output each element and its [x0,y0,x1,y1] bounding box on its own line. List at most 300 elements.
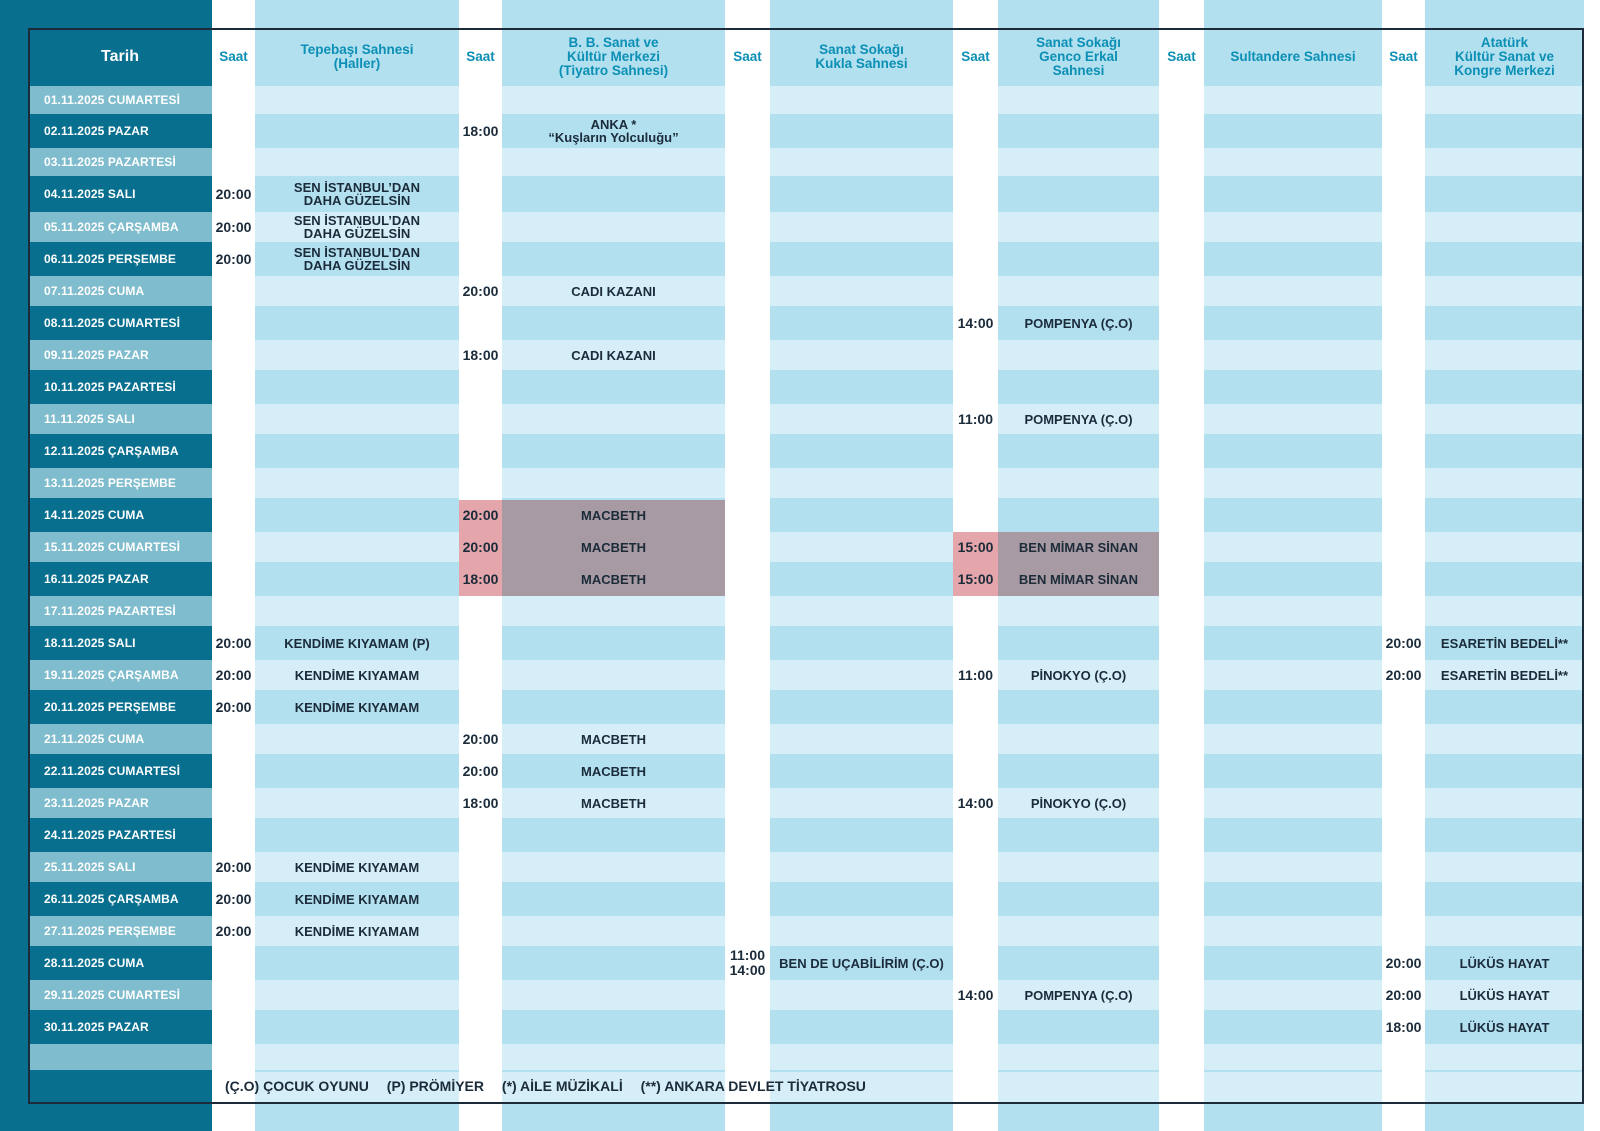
row-band [1204,884,1382,914]
row-band [1425,564,1584,594]
event-title-line: LÜKÜS HAYAT [1459,987,1550,1003]
event-time-line: 14:00 [957,986,994,1003]
row-band [255,724,459,754]
event-time-line: 20:00 [1385,666,1422,683]
row-band [1204,916,1382,946]
event-time [212,884,255,914]
row-band [502,660,725,690]
header-venue [502,28,725,86]
row-band [998,436,1159,466]
event-title [502,276,725,306]
event-title [255,212,459,242]
event-time-line: 18:00 [462,794,499,811]
event-title-line: PİNOKYO (Ç.O) [1030,667,1127,683]
event-title-line: “Kuşların Yolculuğu” [548,130,679,145]
event-time [1382,660,1425,690]
row-band [1425,1044,1584,1070]
row-band [502,1044,725,1070]
event-title [998,532,1159,562]
event-title-line: MACBETH [581,795,646,811]
row-band [255,86,459,114]
row-band [998,178,1159,210]
row-band [1425,116,1584,146]
event-time [459,276,502,306]
event-title [770,948,953,978]
event-time [953,788,998,818]
header-saat: Saat [219,49,248,64]
row-band [998,1044,1159,1070]
event-title [255,178,459,210]
row-band [1204,788,1382,818]
date-cell: 23.11.2025 PAZAR [28,788,212,818]
event-time-line: 14:00 [957,314,994,331]
event-title [1425,628,1584,658]
event-time [1382,948,1425,978]
row-band [770,852,953,882]
row-band [1204,276,1382,306]
row-band [502,244,725,274]
row-band [770,178,953,210]
legend [225,1078,880,1094]
date-cell: 17.11.2025 PAZARTESİ [28,596,212,626]
row-band [998,244,1159,274]
row-band [998,884,1159,914]
date-cell: 08.11.2025 CUMARTESİ [28,308,212,338]
row-band [255,948,459,978]
event-time [953,532,998,562]
row-band [255,468,459,498]
event-title-line: DAHA GÜZELSİN [303,258,411,273]
row-band [1425,372,1584,402]
row-band [502,308,725,338]
row-band [1204,724,1382,754]
row-band [1425,276,1584,306]
legend-item-state-theatre: (**) ANKARA DEVLET TİYATROSU [640,1078,866,1094]
event-time-line: 20:00 [215,922,252,939]
header-venue [255,28,459,86]
row-band [1204,532,1382,562]
date-cell: 10.11.2025 PAZARTESİ [28,372,212,402]
row-band [1204,660,1382,690]
event-title [1425,948,1584,978]
event-title [502,116,725,146]
row-band [1204,628,1382,658]
event-time-line: 18:00 [462,122,499,139]
event-title-line: POMPENYA (Ç.O) [1024,411,1133,427]
event-title-line: ANKA * [590,117,637,132]
event-time [725,948,770,978]
row-band [1204,596,1382,626]
event-title-line: SEN İSTANBUL’DAN [293,180,421,195]
legend-row-band [1204,1072,1382,1104]
date-cell-legend [28,1072,212,1104]
event-time-line: 20:00 [215,858,252,875]
event-time [212,916,255,946]
row-band [1204,852,1382,882]
event-title [998,404,1159,434]
row-band [255,116,459,146]
event-title-line: MACBETH [581,539,646,555]
date-cell-empty [28,1044,212,1070]
date-cell: 01.11.2025 CUMARTESİ [28,86,212,114]
header-venue [1425,28,1584,86]
row-band [1204,178,1382,210]
row-band [1204,372,1382,402]
row-band [1425,86,1584,114]
event-title-line: LÜKÜS HAYAT [1459,1019,1550,1035]
event-time-line: 20:00 [215,634,252,651]
row-band [998,468,1159,498]
row-band [255,532,459,562]
date-cell: 21.11.2025 CUMA [28,724,212,754]
row-band [1425,308,1584,338]
event-time-line: 11:00 [729,947,766,963]
row-band [998,692,1159,722]
row-band [1204,148,1382,176]
header-venue-line: (Tiyatro Sahnesi) [558,63,669,78]
row-band [502,178,725,210]
row-band [770,372,953,402]
event-time-line: 20:00 [1385,954,1422,971]
event-time-line: 20:00 [462,730,499,747]
event-time-line: 15:00 [957,538,994,555]
event-time [459,340,502,370]
event-time [1382,628,1425,658]
date-cell: 26.11.2025 ÇARŞAMBA [28,884,212,914]
event-time-line: 20:00 [215,666,252,683]
event-title-line: MACBETH [581,763,646,779]
event-title [502,532,725,562]
date-cell: 07.11.2025 CUMA [28,276,212,306]
event-time [212,692,255,722]
event-time [459,116,502,146]
row-band [998,372,1159,402]
event-time [1382,980,1425,1010]
row-band [1425,884,1584,914]
row-band [770,916,953,946]
event-time [212,660,255,690]
event-title [255,884,459,914]
header-venue-line: Kukla Sahnesi [815,56,908,71]
date-cell: 12.11.2025 ÇARŞAMBA [28,436,212,466]
row-band [255,564,459,594]
event-time [212,212,255,242]
row-band [1425,178,1584,210]
row-band [770,596,953,626]
header-venue-line: Kültür Merkezi [566,49,661,64]
row-band [502,948,725,978]
row-band [1204,756,1382,786]
event-title-line: DAHA GÜZELSİN [303,193,411,208]
event-time-line: 20:00 [215,218,252,235]
row-band [1425,212,1584,242]
row-band [1204,692,1382,722]
event-title-line: POMPENYA (Ç.O) [1024,315,1133,331]
row-band [998,1012,1159,1042]
row-band [502,212,725,242]
row-band [255,404,459,434]
row-band [770,500,953,530]
date-cell: 27.11.2025 PERŞEMBE [28,916,212,946]
date-cell: 29.11.2025 CUMARTESİ [28,980,212,1010]
row-band [998,276,1159,306]
event-time-line: 18:00 [462,346,499,363]
event-title-line: POMPENYA (Ç.O) [1024,987,1133,1003]
date-cell: 30.11.2025 PAZAR [28,1012,212,1042]
row-band [255,308,459,338]
event-title [1425,980,1584,1010]
row-band [255,372,459,402]
row-band [255,756,459,786]
row-band [255,980,459,1010]
event-time [212,628,255,658]
event-time-line: 18:00 [462,570,499,587]
row-band [770,308,953,338]
row-band [502,1012,725,1042]
row-band [998,756,1159,786]
event-title-line: BEN MİMAR SİNAN [1018,539,1139,555]
row-band [998,596,1159,626]
row-band [998,500,1159,530]
event-title-line: MACBETH [581,507,646,523]
header-venue-line: Genco Erkal [1039,49,1118,64]
event-time [459,788,502,818]
date-cell: 25.11.2025 SALI [28,852,212,882]
row-band [770,212,953,242]
event-title-line: SEN İSTANBUL’DAN [293,245,421,260]
event-title [255,628,459,658]
event-time-line: 20:00 [1385,986,1422,1003]
date-cell: 06.11.2025 PERŞEMBE [28,244,212,274]
row-band [1204,308,1382,338]
row-band [770,148,953,176]
event-title-line: BEN MİMAR SİNAN [1018,571,1139,587]
date-cell: 13.11.2025 PERŞEMBE [28,468,212,498]
row-band [770,628,953,658]
date-cell: 09.11.2025 PAZAR [28,340,212,370]
event-time-line: 20:00 [462,506,499,523]
date-cell: 24.11.2025 PAZARTESİ [28,820,212,850]
event-time [212,244,255,274]
event-title [255,244,459,274]
row-band [770,340,953,370]
event-title-line: KENDİME KIYAMAM [294,667,420,683]
row-band [255,436,459,466]
row-band [770,116,953,146]
event-title [502,724,725,754]
row-band [770,980,953,1010]
row-band [502,468,725,498]
event-time [1382,1012,1425,1042]
row-band [255,1044,459,1070]
event-time [459,724,502,754]
row-band [1425,532,1584,562]
header-venue-line: Sanat Sokağı [1036,35,1121,50]
event-title [502,500,725,530]
date-cell: 28.11.2025 CUMA [28,948,212,978]
row-band [1425,468,1584,498]
header-saat: Saat [1167,49,1196,64]
event-time [953,308,998,338]
row-band [998,820,1159,850]
header-venue [998,28,1159,86]
row-band [1425,596,1584,626]
legend-row-band [1425,1072,1584,1104]
row-band [502,916,725,946]
event-title-line: KENDİME KIYAMAM [294,859,420,875]
date-cell: 05.11.2025 ÇARŞAMBA [28,212,212,242]
row-band [502,86,725,114]
row-band [770,532,953,562]
legend-row-band [998,1072,1159,1104]
date-cell: 14.11.2025 CUMA [28,500,212,530]
row-band [1425,756,1584,786]
row-band [1204,500,1382,530]
header-saat: Saat [466,49,495,64]
event-title-line: LÜKÜS HAYAT [1459,955,1550,971]
event-title-line: BEN DE UÇABİLİRİM (Ç.O) [779,955,944,971]
event-time-line: 14:00 [957,794,994,811]
row-band [502,148,725,176]
row-band [1204,404,1382,434]
event-time-line: 18:00 [1385,1018,1422,1035]
row-band [502,596,725,626]
event-time [953,660,998,690]
date-cell: 18.11.2025 SALI [28,628,212,658]
header-venue-line: B. B. Sanat ve [568,35,659,50]
row-band [1425,404,1584,434]
date-cell: 22.11.2025 CUMARTESİ [28,756,212,786]
row-band [255,596,459,626]
row-band [1204,820,1382,850]
event-title-line: ESARETİN BEDELİ** [1440,667,1569,683]
date-cell: 16.11.2025 PAZAR [28,564,212,594]
row-band [998,724,1159,754]
row-band [770,244,953,274]
row-band [770,86,953,114]
header-saat: Saat [1389,49,1418,64]
event-title-line: CADI KAZANI [571,283,656,299]
event-title [502,788,725,818]
row-band [1204,1012,1382,1042]
row-band [1204,980,1382,1010]
date-cell: 04.11.2025 SALI [28,178,212,210]
row-band [1425,436,1584,466]
row-band [1204,436,1382,466]
row-band [770,756,953,786]
header-venue [1204,28,1382,86]
row-band [1425,788,1584,818]
row-band [1425,916,1584,946]
row-band [502,404,725,434]
event-title [1425,1012,1584,1042]
row-band [770,1044,953,1070]
row-band [502,692,725,722]
row-band [770,276,953,306]
event-time [953,980,998,1010]
row-band [770,820,953,850]
header-venue-line: Sanat Sokağı [819,42,904,57]
event-time-line: 20:00 [215,185,252,202]
row-band [998,340,1159,370]
header-venue-line: Atatürk [1480,35,1529,50]
event-time-line: 14:00 [729,962,766,978]
row-band [1204,468,1382,498]
row-band [1204,340,1382,370]
event-title-line: KENDİME KIYAMAM [294,923,420,939]
row-band [502,820,725,850]
event-time-line: 20:00 [215,890,252,907]
event-title [998,308,1159,338]
event-time [953,404,998,434]
row-band [502,628,725,658]
header-venue-line: Kültür Sanat ve [1454,49,1555,64]
event-title [502,756,725,786]
row-band [770,404,953,434]
header-venue-line: Tepebaşı Sahnesi [300,42,414,57]
event-title-line: ESARETİN BEDELİ** [1440,635,1569,651]
event-title [998,564,1159,594]
row-band [1204,116,1382,146]
row-band [770,436,953,466]
row-band [998,948,1159,978]
legend-item-cocuk: (Ç.O) ÇOCUK OYUNU [225,1078,369,1094]
row-band [998,116,1159,146]
event-title [502,564,725,594]
event-title [998,660,1159,690]
row-band [998,86,1159,114]
event-time [212,852,255,882]
header-venue-line: Sahnesi [1052,63,1105,78]
event-title-line: KENDİME KIYAMAM (P) [284,635,430,651]
event-title [255,692,459,722]
header-venue-line: (Haller) [333,56,381,71]
date-cell: 20.11.2025 PERŞEMBE [28,692,212,722]
event-title-line: MACBETH [581,731,646,747]
row-band [1425,148,1584,176]
row-band [502,980,725,1010]
event-time-line: 20:00 [215,698,252,715]
row-band [255,820,459,850]
row-band [502,436,725,466]
row-band [1425,244,1584,274]
event-title-line: KENDİME KIYAMAM [294,891,420,907]
date-cell: 03.11.2025 PAZARTESİ [28,148,212,176]
header-venue [770,28,953,86]
date-cell: 19.11.2025 ÇARŞAMBA [28,660,212,690]
row-band [770,660,953,690]
row-band [1425,852,1584,882]
row-band [1204,948,1382,978]
legend-item-premiere: (P) PRÖMİYER [386,1078,485,1094]
row-band [770,564,953,594]
event-title [998,980,1159,1010]
row-band [1204,564,1382,594]
event-time-line: 15:00 [957,570,994,587]
date-cell: 15.11.2025 CUMARTESİ [28,532,212,562]
row-band [255,1012,459,1042]
row-band [255,148,459,176]
event-time [459,564,502,594]
event-title-line: PİNOKYO (Ç.O) [1030,795,1127,811]
row-band [502,884,725,914]
row-band [770,788,953,818]
event-title [255,660,459,690]
event-title-line: MACBETH [581,571,646,587]
event-time-line: 20:00 [462,762,499,779]
legend-item-family-musical: (*) AİLE MÜZİKALİ [501,1078,623,1094]
event-time [212,178,255,210]
